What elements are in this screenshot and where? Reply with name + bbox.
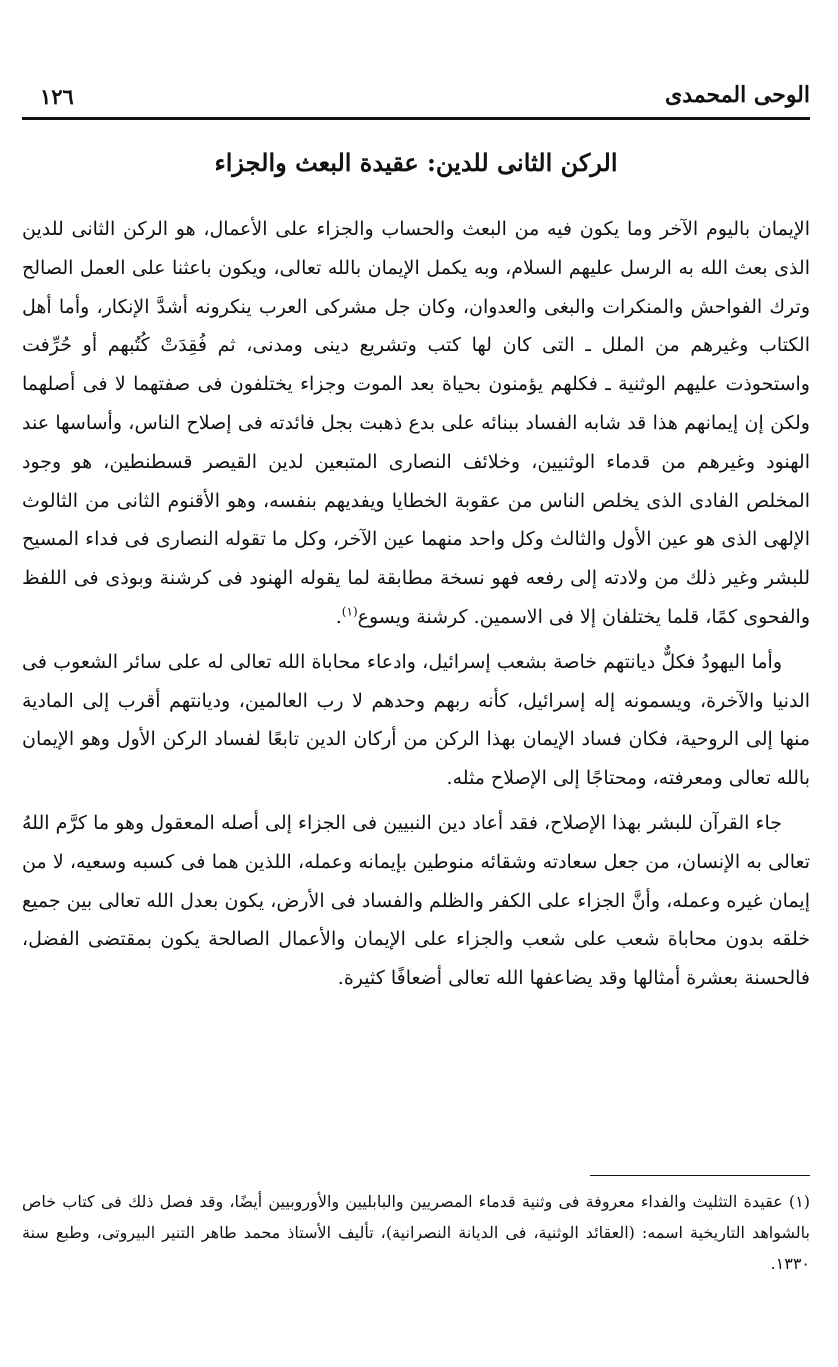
paragraph-3 xyxy=(22,804,810,998)
paragraph-2 xyxy=(22,643,810,798)
page-number: ١٢٦ xyxy=(40,84,74,109)
footnote: (١) عقيدة التثليث والفداء معروفة فى وثنية قدماء المصريين والبابليين والأوروبيين أيضًا، وقد فصل ذلك فى كتاب خاص بالشواهد التاريخية اسمه: (العقائد الوثنية، فى الديانة النصرانية)، تأليف الأستاذ محمد طاهر التنير البيروتى، وطبع سنة ١٣٣٠. xyxy=(22,1192,810,1273)
paragraph-1-end: . xyxy=(335,605,342,628)
running-header xyxy=(22,82,810,116)
paragraph-1-text: الإيمان باليوم الآخر وما يكون فيه من البعث والحساب والجزاء على الأعمال، هو الركن الثانى للدين الذى بعث الله به الرسل عليهم السلام، وبه يكمل الإيمان بالله تعالى، ويكون باعثنا على العمل الصالح وترك الفواحش والمنكرات والبغى والعدوان، وكان جل مشركى العرب ينكرونه أشدَّ الإنكار، وأما أهل الكتاب وغيرهم من الملل ـ التى كان لها كتب وتشريع دينى ومدنى، ثم فُقِدَتْ كُتُبهم أو حُرِّفت واستحوذت عليهم الوثنية ـ فكلهم يؤمنون بحياة بعد الموت وجزاء يختلفون فى صفتهما لا فى أصلهما ولكن إن إيمانهم هذا قد شابه الفساد ببنائه على بدع ذهبت بجل فائدته فى إصلاح الناس، وأساسها عند الهنود وغيرهم من قدماء الوثنيين، وخلائف النصارى المتبعين لدين القيصر قسطنطين، هو وجود المخلص الفادى الذى يخلص الناس من عقوبة الخطايا ويفديهم بنفسه، وهو الأقنوم الثانى من الثالوث الإلهى الذى هو عين الأول والثالث وكل واحد منهما عين الآخر، وكل ما تقوله النصارى فى فداء المسيح للبشر وغير ذلك من ولادته إلى رفعه فهو نسخة مطابقة لما يقوله الهنود فى كرشنة وبوذى فى اللفظ والفحوى كمًا، قلما يختلفان إلا فى الاسمين. كرشنة ويسوع xyxy=(22,218,810,628)
footnote-reference[interactable]: (١) xyxy=(341,604,358,619)
body-text xyxy=(22,210,810,998)
footnote-rule xyxy=(590,1175,810,1176)
paragraph-3-text: جاء القرآن للبشر بهذا الإصلاح، فقد أعاد دين النبيين فى الجزاء إلى أصله المعقول وهو ما كرَّم اللهُ تعالى به الإنسان، من جعل سعادته وشقائه منوطين بإيمانه وعمله، اللذين هما فى كسبه وسعيه، لا من إيمان غيره وعمله، وأنَّ الجزاء على الكفر والظلم والفساد فى الأرض، يكون بعدل الله تعالى بين جميع خلقه بدون محاباة شعب على شعب والجزاء على الإيمان والأعمال الصالحة يكون بمقتضى الفضل، فالحسنة بعشرة أمثالها وقد يضاعفها الله تعالى أضعافًا كثيرة. xyxy=(22,811,810,990)
paragraph-2-text: وأما اليهودُ فكلٌّ ديانتهم خاصة بشعب إسرائيل، وادعاء محاباة الله تعالى له على سائر الشعوب فى الدنيا والآخرة، ويسمونه إله إسرائيل، كأنه ربهم وحدهم لا رب العالمين، وديانتهم أقرب إلى المادية منها إلى الروحية، فكان فساد الإيمان بهذا الركن من أركان الدين تابعًا لفساد الركن الأول وهو الإيمان بالله تعالى ومعرفته، ومحتاجًا إلى الإصلاح مثله. xyxy=(22,650,810,790)
header-rule xyxy=(22,117,810,120)
section-title: الركن الثانى للدين: عقيدة البعث والجزاء xyxy=(214,148,618,177)
book-page xyxy=(22,0,810,1367)
paragraph-1 xyxy=(22,210,810,637)
book-title: الوحى المحمدى xyxy=(665,82,810,108)
